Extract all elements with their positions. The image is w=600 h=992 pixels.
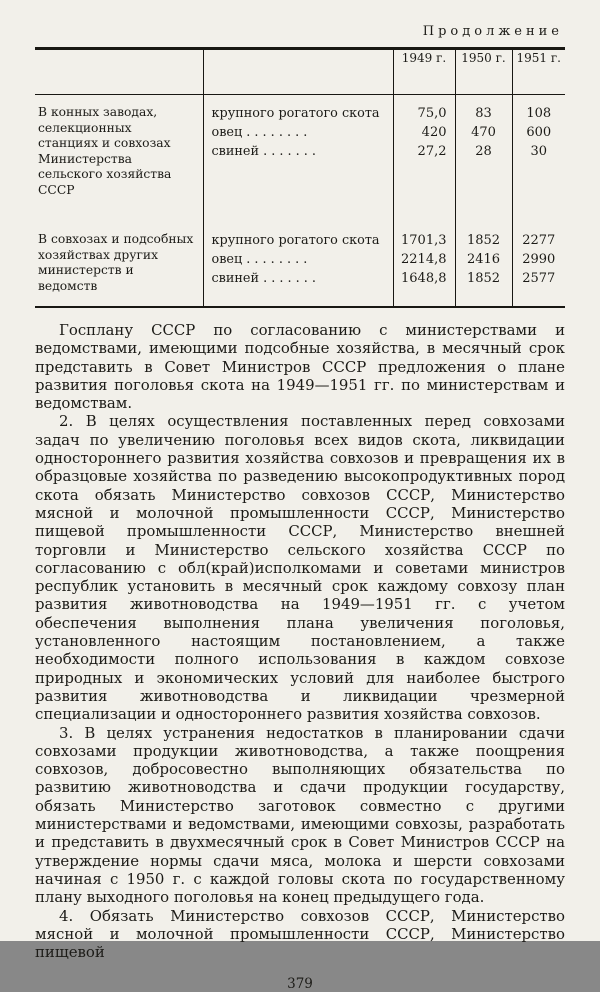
- paragraph: Госплану СССР по согласованию с министерствами и ведомствами, имеющими подсобные хозяйства, в месячный срок представить в Совет Министров СССР предложения о плане развития поголовья скота на 1949—1951 гг. по министерствам и ведомствам.: [35, 321, 565, 413]
- category-line: свиней . . . . . . .: [211, 144, 316, 159]
- value: 600: [526, 125, 552, 140]
- value: 2990: [522, 252, 556, 267]
- category-line: крупного рогатого скота: [211, 233, 380, 248]
- table-header-empty-cell: [203, 49, 393, 95]
- year-header-1951: 1951 г.: [512, 49, 565, 95]
- year-header-1949: 1949 г.: [393, 49, 455, 95]
- value: 75,0: [417, 106, 447, 121]
- group-label: В совхозах и подсобных хозяйствах других министерств и ведомств: [38, 232, 194, 293]
- year-header-1950: 1950 г.: [455, 49, 512, 95]
- paragraph: 2. В целях осуществления поставленных перед совхозами задач по увеличению поголовья всех видов скота, ликвидации одностороннего развития хозяйства совхозов и превращения их в образцовые хозяйства по разведению высокопродуктивных пород скота обязать Министерство совхозов СССР, Министерство мясной и молочной промышленности СССР, Министерство пищевой промышленности СССР, Министерство внешней торговли и Министерство сельского хозяйства СССР по согласованию с обл(край)исполкомами и советами министров республик установить в месячный срок каждому совхозу план развития животноводства на 1949—1951 гг. с учетом обеспечения выполнения плана увеличения поголовья, установленного настоящим постановлением, а также необходимости полного использования в каждом совхозе природных и экономических условий для наиболее быстрого развития животноводства и ликвидации чрезмерной специализации и одностороннего развития хозяйства совхозов.: [35, 412, 565, 724]
- value: 27,2: [417, 144, 447, 159]
- category-line: овец . . . . . . . .: [211, 125, 308, 140]
- value: 83: [475, 106, 492, 121]
- value: 1648,8: [401, 271, 447, 286]
- group-label: В конных заводах, селекционных станциях и совхозах Министерства сельского хозяйства СССР: [38, 105, 172, 197]
- category-line: крупного рогатого скота: [211, 106, 380, 121]
- livestock-table: [35, 47, 565, 308]
- values-cell-1949: [393, 95, 455, 223]
- value: 28: [475, 144, 492, 159]
- category-line: свиней . . . . . . .: [211, 271, 316, 286]
- body-text: [35, 321, 565, 961]
- value: 1852: [466, 271, 501, 286]
- value: 2416: [466, 252, 501, 267]
- table-group-row: [35, 222, 565, 307]
- values-cell-1949: [393, 222, 455, 307]
- value: 470: [471, 125, 496, 140]
- values-cell-1950: [455, 222, 512, 307]
- group-label-cell: [35, 95, 203, 223]
- paragraph: 3. В целях устранения недостатков в планировании сдачи совхозами продукции животноводства, а также поощрения совхозов, добросовестно выполняющих обязательства по развитию животноводства и сдачи продукции государству, обязать Министерство заготовок совместно с другими министерствами и ведомствами, имеющими совхозы, разработать и представить в двухмесячный срок в Совет Министров СССР на утверждение нормы сдачи мяса, молока и шерсти совхозами начиная с 1950 г. с каждой головы скота по государственному плану выходного поголовья на конец предыдущего года.: [35, 723, 565, 907]
- value: 420: [421, 125, 447, 140]
- table-header-empty-cell: [35, 49, 203, 95]
- paragraph: 4. Обязать Министерство совхозов СССР, Министерство мясной и молочной промышленности СССР, Министерство пищевой: [35, 906, 565, 962]
- category-cell: [203, 222, 393, 307]
- table-group-row: [35, 95, 565, 223]
- value: 2277: [522, 233, 556, 248]
- value: 108: [526, 106, 552, 121]
- page-number: 379: [287, 976, 313, 992]
- values-cell-1950: [455, 95, 512, 223]
- table-header-row: [35, 49, 565, 95]
- values-cell-1951: [512, 222, 565, 307]
- group-label-cell: [35, 222, 203, 307]
- category-cell: [203, 95, 393, 223]
- value: 2577: [522, 271, 556, 286]
- value: 30: [530, 144, 548, 159]
- value: 1701,3: [401, 233, 447, 248]
- continuation-label: Продолжение: [422, 24, 563, 39]
- values-cell-1951: [512, 95, 565, 223]
- value: 2214,8: [401, 252, 447, 267]
- category-line: овец . . . . . . . .: [211, 252, 308, 267]
- value: 1852: [466, 233, 501, 248]
